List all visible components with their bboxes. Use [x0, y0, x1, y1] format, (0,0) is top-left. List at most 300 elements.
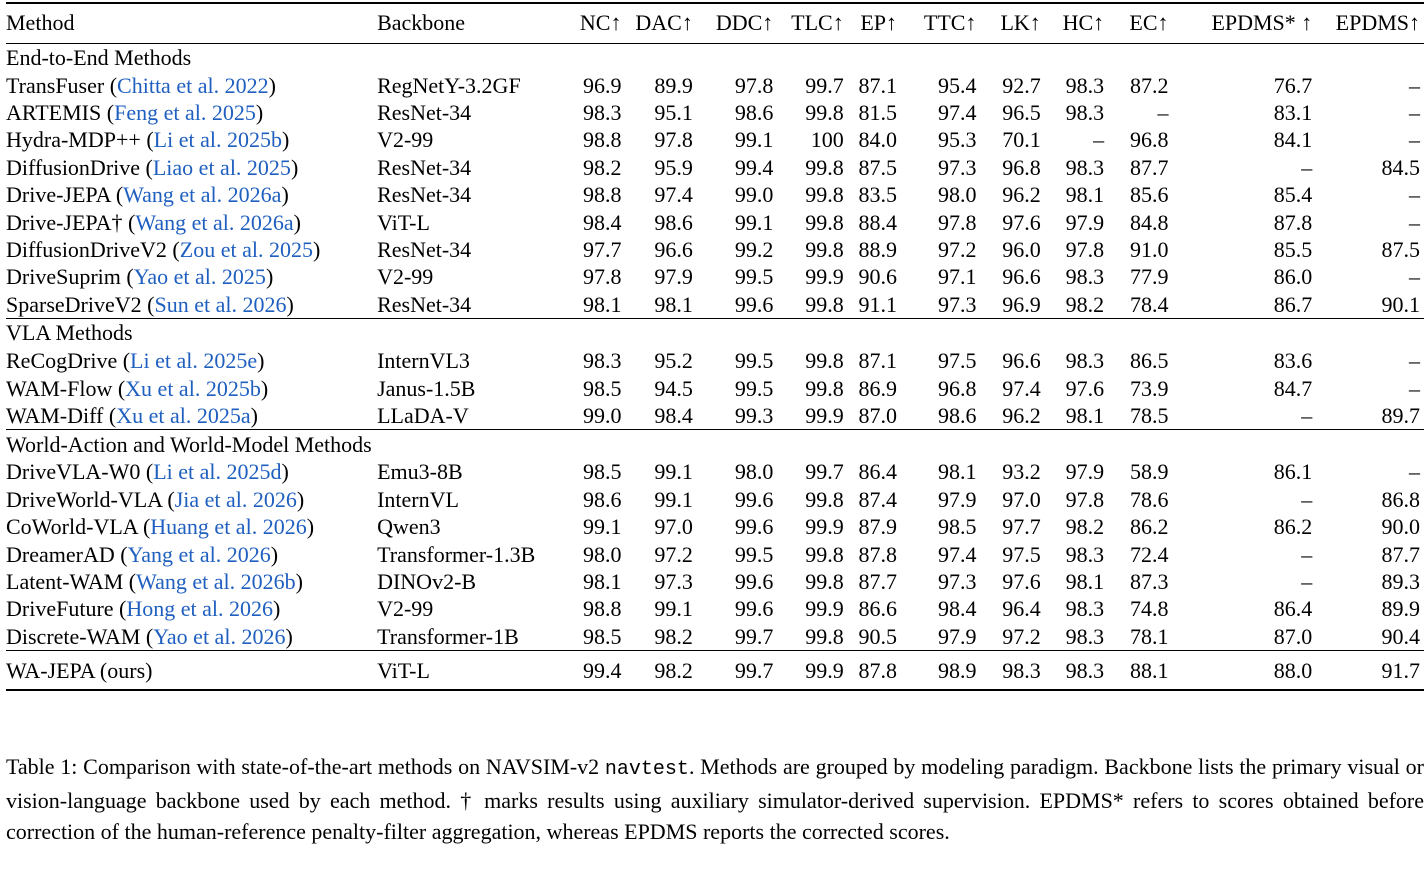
metric-cell: 99.8 [805, 486, 844, 512]
metric-cell: 96.8 [1002, 154, 1041, 180]
metric-cell: 83.1 [1273, 99, 1313, 125]
backbone-cell: V2-99 [377, 596, 434, 622]
citation-link[interactable]: Li et al. 2025d [153, 459, 282, 485]
metric-cell: 98.1 [1065, 569, 1105, 594]
method-name: DriveWorld-VLA [6, 486, 162, 512]
metric-cell: 99.8 [805, 569, 844, 594]
column-header: LK↑ [980, 2, 1044, 43]
metric-cell: 87.4 [858, 486, 897, 512]
citation-link[interactable]: Yao et al. 2025 [133, 264, 266, 290]
table-caption [6, 751, 1424, 847]
metric-cell: 95.1 [654, 99, 693, 125]
metric-cell: 95.2 [654, 348, 693, 374]
metric-cell: 84.7 [1273, 375, 1313, 401]
method-name: ReCogDrive [6, 348, 118, 374]
backbone-cell: InternVL3 [377, 348, 470, 374]
column-header: EC↑ [1108, 2, 1172, 43]
citation-link[interactable]: Sun et al. 2026 [154, 291, 287, 317]
metric-cell: 87.5 [858, 154, 897, 180]
metric-cell: 97.8 [654, 127, 693, 153]
group-title: VLA Methods [6, 319, 1424, 348]
citation-link[interactable]: Jia et al. 2026 [174, 486, 297, 512]
metric-cell: 99.0 [582, 402, 622, 428]
metric-cell: 97.6 [1002, 209, 1041, 235]
metric-cell: 77.9 [1130, 264, 1169, 290]
method-cell: DiffusionDriveV2 (Zou et al. 2025) [6, 236, 321, 262]
metric-cell: 98.2 [654, 623, 693, 649]
metric-cell: – [1301, 486, 1313, 512]
metric-cell: 99.1 [654, 459, 693, 485]
table-row [6, 513, 1424, 540]
metric-cell: 97.5 [937, 348, 977, 374]
metric-cell: – [1409, 348, 1420, 374]
metric-cell: 96.8 [1130, 127, 1169, 153]
citation-link[interactable]: Hong et al. 2026 [126, 596, 274, 622]
metric-cell: 97.7 [582, 236, 622, 262]
metric-cell: 98.1 [582, 291, 622, 317]
citation-link[interactable]: Zou et al. 2025 [179, 236, 313, 262]
metric-cell: 96.6 [654, 236, 693, 262]
metric-cell: 70.1 [1002, 127, 1041, 153]
metric-cell: 88.1 [1108, 651, 1172, 691]
metric-cell: – [1409, 459, 1420, 485]
group-title: End-to-End Methods [6, 44, 192, 70]
metric-cell: 78.5 [1130, 402, 1169, 428]
method-cell: CoWorld-VLA (Huang et al. 2026) [6, 514, 315, 540]
metric-cell: 96.2 [1002, 402, 1041, 428]
metric-cell: 86.5 [1130, 348, 1169, 374]
metric-cell: 99.3 [734, 402, 774, 428]
metric-cell: 87.0 [1273, 623, 1313, 649]
method-cell [6, 651, 377, 691]
method-name: Drive-JEPA† [6, 209, 123, 235]
backbone-cell: Qwen3 [377, 514, 441, 540]
metric-cell: 98.2 [582, 154, 622, 180]
group-title-row [6, 430, 1424, 459]
column-header: HC↑ [1045, 2, 1108, 43]
metric-cell: – [1301, 541, 1313, 567]
method-name: DriveFuture [6, 596, 114, 622]
metric-cell: 99.6 [734, 291, 774, 317]
metric-cell: 98.3 [582, 348, 622, 374]
metric-cell: 87.3 [1130, 569, 1169, 594]
metric-cell: 95.4 [937, 72, 977, 98]
method-name: Latent-WAM [6, 569, 124, 594]
metric-cell: 86.6 [858, 596, 897, 622]
table-body [6, 43, 1424, 690]
metric-cell: 98.8 [582, 127, 622, 153]
metric-cell: 98.4 [582, 209, 622, 235]
metric-cell: – [1301, 569, 1313, 594]
method-cell: ARTEMIS (Feng et al. 2025) [6, 99, 264, 125]
metric-cell: – [1409, 182, 1420, 208]
method-name: Drive-JEPA [6, 182, 111, 208]
metric-cell: 98.2 [1065, 291, 1105, 317]
metric-cell: – [1409, 127, 1420, 153]
metric-cell: 98.4 [654, 402, 693, 428]
citation-link[interactable]: Liao et al. 2025 [152, 154, 291, 180]
citation-link[interactable]: Wang et al. 2026a [123, 182, 282, 208]
metric-cell: 99.5 [734, 264, 774, 290]
citation-link[interactable]: Feng et al. 2025 [114, 99, 256, 125]
caption-rest: . Methods are grouped by modeling paradigm. Backbone lists the primary visual or vision-language backbone used by each method. † marks results using auxiliary simulator-derived supervision. EPDMS* refers to scores obtained before correction of the human-reference penalty-filter aggregation, whereas EPDMS reports the corrected scores. [6, 754, 1424, 844]
metric-cell: 99.8 [805, 623, 844, 649]
metric-cell: 85.6 [1130, 182, 1169, 208]
metric-cell: 99.9 [777, 651, 847, 691]
metric-cell: 99.7 [697, 651, 777, 691]
metric-cell: 97.2 [654, 541, 693, 567]
metric-cell: 99.1 [582, 514, 622, 540]
metric-cell: 83.5 [858, 182, 897, 208]
metric-cell: 78.6 [1130, 486, 1169, 512]
metric-cell: – [1301, 402, 1313, 428]
method-cell: Latent-WAM (Wang et al. 2026b) [6, 569, 303, 594]
metric-cell: 90.4 [1381, 623, 1420, 649]
method-name: WAM-Flow [6, 375, 113, 401]
metric-cell: 96.9 [1002, 291, 1041, 317]
metric-cell: – [1409, 209, 1420, 235]
metric-cell: 85.4 [1273, 182, 1313, 208]
metric-cell: 83.6 [1273, 348, 1313, 374]
method-name: DriveSuprim [6, 264, 121, 290]
metric-cell: 99.8 [805, 541, 844, 567]
metric-cell: 88.9 [858, 236, 897, 262]
metric-cell: 93.2 [1002, 459, 1041, 485]
metric-cell: 99.8 [805, 236, 844, 262]
results-table [6, 2, 1424, 691]
method-name: DiffusionDrive [6, 154, 141, 180]
metric-cell: 97.0 [654, 514, 693, 540]
table-row [6, 595, 1424, 622]
metric-cell: 98.1 [937, 459, 977, 485]
metric-cell: 87.7 [858, 569, 897, 594]
metric-cell: 97.4 [937, 541, 977, 567]
metric-cell: 97.2 [1002, 623, 1041, 649]
metric-cell: 87.9 [858, 514, 897, 540]
metric-cell: – [1409, 99, 1420, 125]
metric-cell: 98.3 [1065, 264, 1105, 290]
metric-cell: 99.6 [734, 514, 774, 540]
method-cell: DiffusionDrive (Liao et al. 2025) [6, 154, 299, 180]
metric-cell: 89.9 [654, 72, 693, 98]
table-header-row [6, 2, 1424, 43]
metric-cell: 97.4 [654, 182, 693, 208]
method-cell: DriveVLA-W0 (Li et al. 2025d) [6, 459, 289, 485]
table-row [6, 181, 1424, 208]
method-name: ARTEMIS [6, 99, 102, 125]
metric-cell: 97.4 [937, 99, 977, 125]
metric-cell: 97.9 [1065, 209, 1105, 235]
metric-cell: 87.7 [1130, 154, 1169, 180]
table-row [6, 623, 1424, 651]
metric-cell: 87.5 [1381, 236, 1420, 262]
backbone-cell: ViT-L [377, 209, 430, 235]
citation-link[interactable]: Yao et al. 2026 [153, 623, 286, 649]
method-name: DiffusionDriveV2 [6, 236, 167, 262]
backbone-cell: InternVL [377, 486, 459, 512]
method-cell: WAM-Diff (Xu et al. 2025a) [6, 402, 258, 428]
metric-cell: 99.9 [805, 402, 844, 428]
column-header: Backbone [377, 2, 564, 43]
citation-link[interactable]: Wang et al. 2026b [136, 569, 296, 594]
backbone-cell: ResNet-34 [377, 154, 472, 180]
table-row [6, 402, 1424, 430]
metric-cell: 97.7 [1002, 514, 1041, 540]
metric-cell: 73.9 [1130, 375, 1169, 401]
method-cell: DriveFuture (Hong et al. 2026) [6, 596, 281, 622]
metric-cell: 92.7 [1002, 72, 1041, 98]
table-row [6, 375, 1424, 402]
table-row [6, 99, 1424, 126]
metric-cell: 97.3 [937, 291, 977, 317]
metric-cell: 98.0 [582, 541, 622, 567]
metric-cell: 84.1 [1273, 127, 1313, 153]
metric-cell: 97.9 [937, 623, 977, 649]
method-name: SparseDriveV2 [6, 291, 142, 317]
metric-cell: 99.8 [805, 375, 844, 401]
metric-cell: 90.5 [858, 623, 897, 649]
metric-cell: – [1409, 375, 1420, 401]
method-cell: DriveSuprim (Yao et al. 2025) [6, 264, 274, 290]
metric-cell: 99.6 [734, 569, 774, 594]
metric-cell: – [1157, 99, 1169, 125]
backbone-cell: ResNet-34 [377, 291, 472, 317]
column-header: DAC↑ [625, 2, 696, 43]
metric-cell: 87.2 [1130, 72, 1169, 98]
metric-cell: 99.7 [805, 459, 844, 485]
metric-cell: 98.3 [980, 651, 1044, 691]
method-name: TransFuser [6, 72, 105, 98]
metric-cell: 97.8 [937, 209, 977, 235]
metric-cell: 87.8 [848, 651, 901, 691]
metric-cell: 99.6 [734, 486, 774, 512]
metric-cell: 97.9 [654, 264, 693, 290]
metric-cell: 97.6 [1065, 375, 1105, 401]
method-cell: WAM-Flow (Xu et al. 2025b) [6, 375, 269, 401]
backbone-cell: LLaDA-V [377, 402, 469, 428]
metric-cell: 99.1 [654, 596, 693, 622]
column-header: EPDMS* ↑ [1173, 2, 1317, 43]
metric-cell: 98.4 [937, 596, 977, 622]
metric-cell: 97.1 [937, 264, 977, 290]
method-cell: DreamerAD (Yang et al. 2026) [6, 541, 279, 567]
backbone-cell: DINOv2-B [377, 569, 477, 594]
metric-cell: 98.9 [901, 651, 980, 691]
metric-cell: 97.3 [937, 569, 977, 594]
metric-cell: 88.4 [858, 209, 897, 235]
metric-cell: 99.8 [805, 348, 844, 374]
group-title-row [6, 43, 1424, 72]
backbone-cell: Janus-1.5B [377, 375, 476, 401]
metric-cell: 86.1 [1273, 459, 1313, 485]
backbone-cell: ResNet-34 [377, 99, 472, 125]
metric-cell: 100 [810, 127, 844, 153]
metric-cell: 99.9 [805, 514, 844, 540]
metric-cell: 96.6 [1002, 348, 1041, 374]
metric-cell: 98.3 [1065, 541, 1105, 567]
metric-cell: 97.0 [1002, 486, 1041, 512]
method-name: WA-JEPA (ours) [6, 657, 153, 683]
backbone-cell: ViT-L [377, 651, 564, 691]
metric-cell: 99.7 [734, 623, 774, 649]
metric-cell: 84.5 [1381, 154, 1420, 180]
method-name: DriveVLA-W0 [6, 459, 141, 485]
metric-cell: 91.0 [1130, 236, 1169, 262]
metric-cell: 97.8 [1065, 236, 1105, 262]
metric-cell: 97.8 [1065, 486, 1105, 512]
metric-cell: 87.7 [1381, 541, 1420, 567]
metric-cell: 98.3 [1065, 596, 1105, 622]
citation-link[interactable]: Chitta et al. 2022 [117, 72, 269, 98]
citation-link[interactable]: Wang et al. 2026a [135, 209, 294, 235]
metric-cell: 97.3 [654, 569, 693, 594]
table-row [6, 72, 1424, 99]
metric-cell: 84.8 [1130, 209, 1169, 235]
metric-cell: 86.4 [858, 459, 897, 485]
method-name: Discrete-WAM [6, 623, 141, 649]
metric-cell: 98.1 [1065, 182, 1105, 208]
table-row [6, 541, 1424, 568]
metric-cell: 91.1 [858, 291, 897, 317]
metric-cell: 78.1 [1130, 623, 1169, 649]
column-header: Method [6, 2, 377, 43]
metric-cell: 98.1 [1065, 402, 1105, 428]
metric-cell: 72.4 [1130, 541, 1169, 567]
citation-link[interactable]: Xu et al. 2025b [125, 375, 261, 401]
metric-cell: – [1409, 72, 1420, 98]
metric-cell: 58.9 [1130, 459, 1169, 485]
citation-link[interactable]: Xu et al. 2025a [116, 402, 251, 428]
metric-cell: 98.3 [1065, 72, 1105, 98]
method-name: WAM-Diff [6, 402, 104, 428]
metric-cell: 98.5 [582, 459, 622, 485]
caption-prefix: Table 1: Comparison with state-of-the-art methods on NAVSIM-v2 [6, 754, 605, 779]
metric-cell: 76.7 [1273, 72, 1313, 98]
table-row [6, 209, 1424, 236]
metric-cell: 98.6 [582, 486, 622, 512]
metric-cell: 98.3 [582, 99, 622, 125]
metric-cell: 86.9 [858, 375, 897, 401]
metric-cell: 99.8 [805, 182, 844, 208]
metric-cell: 98.8 [582, 596, 622, 622]
metric-cell: 85.5 [1273, 236, 1313, 262]
metric-cell: 98.8 [582, 182, 622, 208]
backbone-cell: RegNetY-3.2GF [377, 72, 521, 98]
method-name: DreamerAD [6, 541, 115, 567]
table-row [6, 263, 1424, 290]
metric-cell: – [1301, 154, 1313, 180]
metric-cell: 90.1 [1381, 291, 1420, 317]
backbone-cell: V2-99 [377, 264, 434, 290]
metric-cell: 86.2 [1130, 514, 1169, 540]
metric-cell: 84.0 [858, 127, 897, 153]
table-row [6, 126, 1424, 153]
column-header: NC↑ [564, 2, 625, 43]
metric-cell: 97.8 [582, 264, 622, 290]
metric-cell: 99.2 [734, 236, 774, 262]
metric-cell: 98.6 [654, 209, 693, 235]
metric-cell: 86.2 [1273, 514, 1313, 540]
metric-cell: 99.5 [734, 348, 774, 374]
metric-cell: 97.9 [937, 486, 977, 512]
metric-cell: 97.9 [1065, 459, 1105, 485]
metric-cell: 98.1 [654, 291, 693, 317]
citation-link[interactable]: Li et al. 2025e [130, 348, 258, 374]
metric-cell: 99.4 [734, 154, 774, 180]
metric-cell: 97.6 [1002, 569, 1041, 594]
metric-cell: 87.8 [858, 541, 897, 567]
metric-cell: 87.0 [858, 402, 897, 428]
metric-cell: 97.2 [937, 236, 977, 262]
metric-cell: 86.0 [1273, 264, 1313, 290]
metric-cell: 87.1 [858, 348, 897, 374]
metric-cell: 98.6 [734, 99, 774, 125]
method-cell: TransFuser (Chitta et al. 2022) [6, 72, 276, 98]
metric-cell: 86.4 [1273, 596, 1313, 622]
method-name: Hydra-MDP++ [6, 127, 141, 153]
method-cell: Discrete-WAM (Yao et al. 2026) [6, 623, 293, 649]
metric-cell: 98.3 [1045, 651, 1108, 691]
metric-cell: 99.5 [734, 375, 774, 401]
metric-cell: 98.3 [1065, 154, 1105, 180]
metric-cell: 96.6 [1002, 264, 1041, 290]
method-cell: SparseDriveV2 (Sun et al. 2026) [6, 291, 294, 317]
method-cell: Drive-JEPA† (Wang et al. 2026a) [6, 209, 301, 235]
table-row [6, 568, 1424, 595]
metric-cell: 98.3 [1065, 623, 1105, 649]
citation-link[interactable]: Huang et al. 2026 [150, 514, 307, 540]
metric-cell: 98.3 [1065, 348, 1105, 374]
table-row [6, 347, 1424, 374]
metric-cell: 98.1 [582, 569, 622, 594]
metric-cell: 96.8 [937, 375, 977, 401]
metric-cell: 99.8 [805, 291, 844, 317]
backbone-cell: ResNet-34 [377, 236, 472, 262]
metric-cell: 99.9 [805, 264, 844, 290]
metric-cell: 96.4 [1002, 596, 1041, 622]
backbone-cell: ResNet-34 [377, 182, 472, 208]
metric-cell: 96.0 [1002, 236, 1041, 262]
backbone-cell: Transformer-1.3B [377, 541, 536, 567]
metric-cell: 90.6 [858, 264, 897, 290]
citation-link[interactable]: Yang et al. 2026 [127, 541, 271, 567]
metric-cell: 89.7 [1381, 402, 1420, 428]
metric-cell: 89.9 [1381, 596, 1420, 622]
metric-cell: 96.2 [1002, 182, 1041, 208]
backbone-cell: Transformer-1B [377, 623, 519, 649]
metric-cell: 74.8 [1130, 596, 1169, 622]
metric-cell: – [1093, 127, 1105, 153]
metric-cell: 94.5 [654, 375, 693, 401]
citation-link[interactable]: Li et al. 2025b [153, 127, 282, 153]
column-header: EP↑ [848, 2, 901, 43]
metric-cell: 99.8 [805, 154, 844, 180]
metric-cell: 99.5 [734, 541, 774, 567]
metric-cell: 86.7 [1273, 291, 1313, 317]
metric-cell: 99.0 [734, 182, 774, 208]
metric-cell: 91.7 [1316, 651, 1424, 691]
metric-cell: 99.6 [734, 596, 774, 622]
backbone-cell: V2-99 [377, 127, 434, 153]
metric-cell: 98.2 [1065, 514, 1105, 540]
column-header: DDC↑ [697, 2, 777, 43]
column-header: TTC↑ [901, 2, 980, 43]
table-row [6, 486, 1424, 513]
metric-cell: 98.0 [937, 182, 977, 208]
method-cell: ReCogDrive (Li et al. 2025e) [6, 348, 265, 374]
metric-cell: 96.5 [1002, 99, 1041, 125]
metric-cell: 97.8 [734, 72, 774, 98]
